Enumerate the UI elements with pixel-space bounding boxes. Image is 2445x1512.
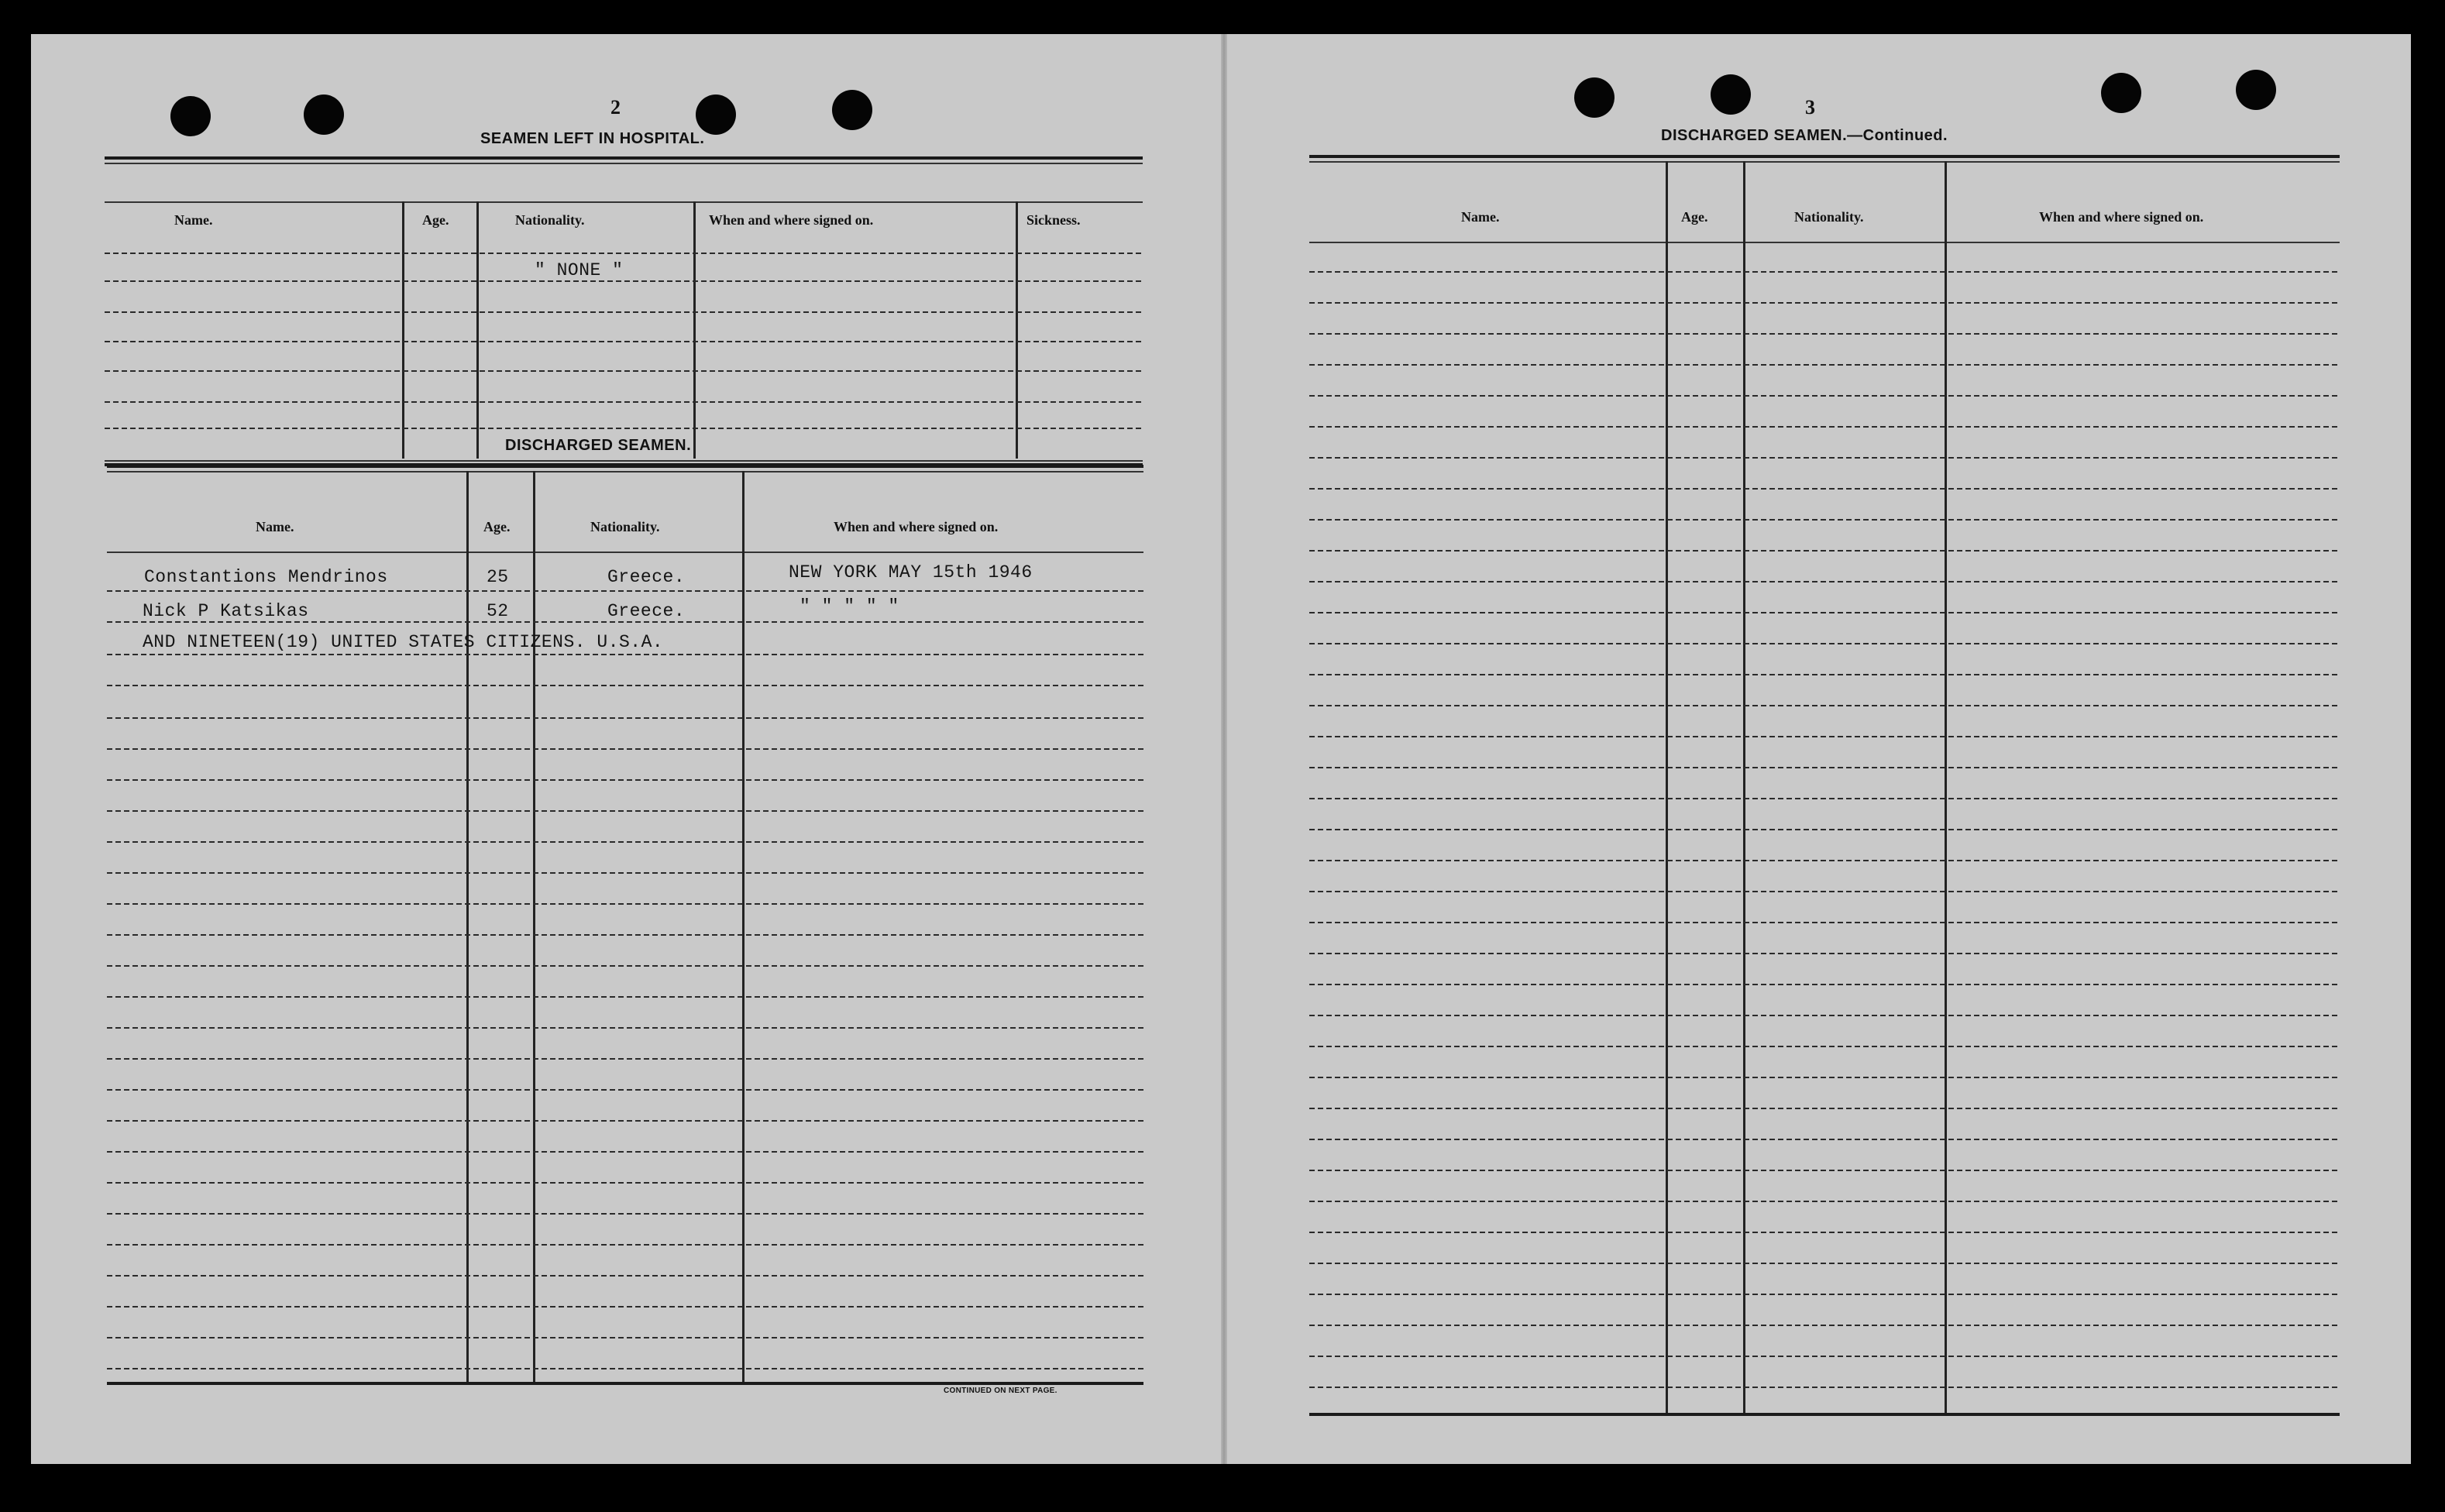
punch-hole: [1574, 77, 1615, 118]
hospital-table: [105, 156, 1143, 466]
left-page: [31, 34, 1224, 1464]
col-header-name: Name.: [256, 519, 294, 534]
punch-hole: [170, 96, 211, 136]
table-row-nationality: Greece.: [607, 567, 686, 587]
col-header-age: Age.: [422, 212, 449, 228]
summary-line: AND NINETEEN(19) UNITED STATES CITIZENS. U.S.A.: [143, 632, 664, 652]
col-header-signed-on: When and where signed on.: [2039, 209, 2204, 225]
table-row-name: Constantions Mendrinos: [144, 567, 388, 587]
document-spread: [31, 34, 2411, 1464]
table-row-nationality: Greece.: [607, 601, 686, 621]
discharged-continued-title: DISCHARGED SEAMEN.—Continued.: [1661, 127, 1948, 144]
punch-hole: [304, 94, 344, 135]
col-header-sickness: Sickness.: [1026, 212, 1081, 228]
table-row-age: 52: [487, 601, 509, 621]
col-header-nationality: Nationality.: [1794, 209, 1864, 225]
punch-hole: [2236, 70, 2276, 110]
right-page: [1224, 34, 2411, 1464]
col-header-nationality: Nationality.: [590, 519, 660, 534]
punch-hole: [696, 94, 736, 135]
table-row-age: 25: [487, 567, 509, 587]
col-header-signed-on: When and where signed on.: [834, 519, 999, 534]
page-number: 2: [610, 96, 621, 119]
punch-hole: [832, 90, 872, 130]
punch-hole: [2101, 73, 2141, 113]
table-row-signed-on: NEW YORK MAY 15th 1946: [789, 562, 1033, 582]
col-header-age: Age.: [1681, 209, 1708, 225]
discharged-section-title: DISCHARGED SEAMEN.: [505, 437, 692, 454]
hospital-none-entry: " NONE ": [535, 260, 624, 280]
continued-note: CONTINUED ON NEXT PAGE.: [944, 1387, 1057, 1395]
col-header-name: Name.: [174, 212, 213, 228]
hospital-section-title: SEAMEN LEFT IN HOSPITAL.: [480, 130, 705, 147]
col-header-name: Name.: [1461, 209, 1500, 225]
col-header-nationality: Nationality.: [515, 212, 585, 228]
page-number: 3: [1805, 96, 1815, 119]
table-row-signed-on: " " " " ": [800, 596, 899, 617]
col-header-signed-on: When and where signed on.: [709, 212, 874, 228]
discharged-table: [107, 465, 1143, 1418]
discharged-continued-table: [1309, 155, 2340, 1425]
table-row-name: Nick P Katsikas: [143, 601, 309, 621]
col-header-age: Age.: [483, 519, 511, 534]
punch-hole: [1711, 74, 1751, 115]
